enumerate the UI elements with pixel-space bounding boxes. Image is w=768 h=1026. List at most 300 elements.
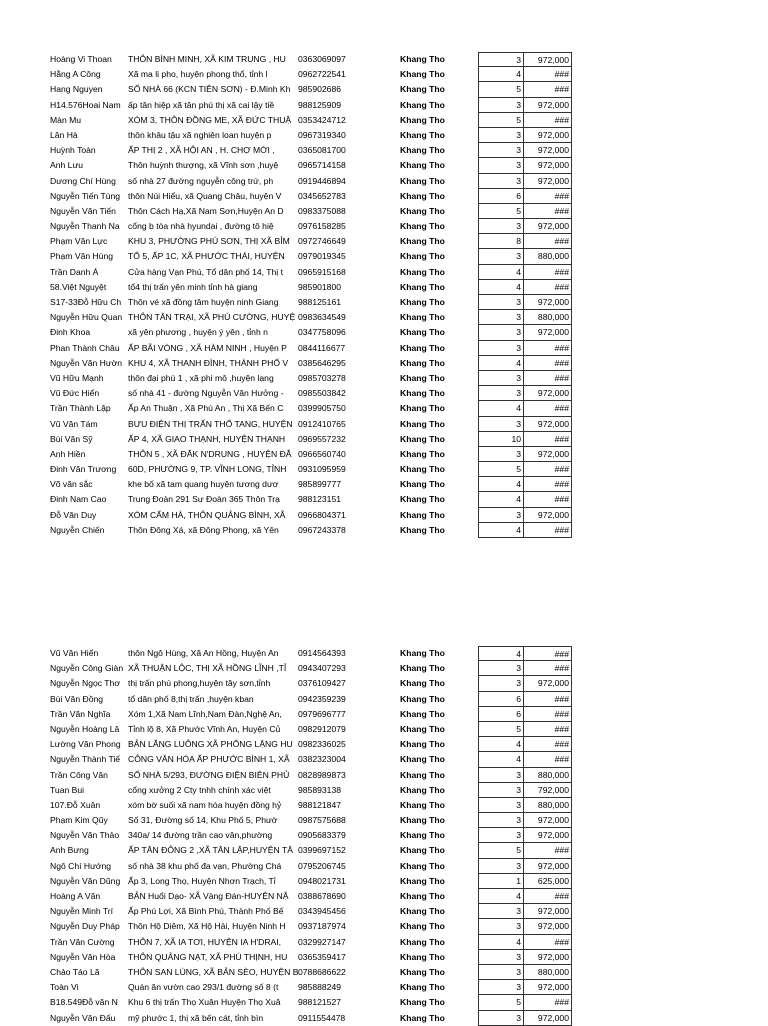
price-cell: ### — [524, 692, 572, 707]
quantity-cell: 5 — [478, 462, 524, 477]
address-text: ẤP THỊ 2 , XÃ HỘI AN , H. CHỢ MỚI , — [128, 145, 275, 156]
phone-text: 0966804371 — [298, 509, 346, 520]
address-phone-cell — [128, 432, 378, 447]
phone-text: 0343945456 — [298, 906, 346, 917]
address-phone-cell — [128, 950, 378, 965]
customer-name-cell: Vũ Văn Tám — [50, 418, 98, 429]
customer-name-cell: Huỳnh Toàn — [50, 145, 96, 156]
address-phone-cell — [128, 174, 378, 189]
product-cell: Khang Tho — [400, 906, 445, 917]
address-text: ẤP 4, XÃ GIAO THẠNH, HUYỆN THẠNH — [128, 433, 286, 444]
table-row — [50, 67, 572, 82]
phone-text: 0985703278 — [298, 372, 346, 383]
product-cell: Khang Tho — [400, 799, 445, 810]
table-row — [50, 783, 572, 798]
product-cell: Khang Tho — [400, 327, 445, 338]
address-text: 60D, PHƯỜNG 9, TP. VĨNH LONG, TỈNH — [128, 464, 287, 475]
price-cell: ### — [524, 661, 572, 676]
product-cell: Khang Tho — [400, 815, 445, 826]
table-row — [50, 417, 572, 432]
product-cell: Khang Tho — [400, 145, 445, 156]
phone-text: 985899777 — [298, 479, 342, 490]
phone-text: 0385646295 — [298, 357, 346, 368]
table-row — [50, 1011, 572, 1026]
address-phone-cell — [128, 219, 378, 234]
customer-name-cell: S17-33Đỗ Hữu Ch — [50, 297, 122, 307]
product-cell: Khang Tho — [400, 891, 445, 901]
address-phone-cell — [128, 341, 378, 356]
phone-text: 0982912079 — [298, 723, 346, 734]
phone-text: 988121847 — [298, 799, 342, 810]
table-row — [50, 508, 572, 523]
customer-name-cell: Hang Nguyen — [50, 84, 103, 95]
phone-text: 0363069097 — [298, 54, 346, 64]
price-cell: ### — [524, 82, 572, 97]
quantity-cell: 3 — [478, 447, 524, 462]
customer-name-cell: Anh Hiền — [50, 448, 86, 459]
address-text: Thôn Hộ Diêm, Xã Hộ Hải, Huyện Ninh H — [128, 921, 286, 932]
product-cell: Khang Tho — [400, 678, 445, 689]
address-text: Số 31, Đường số 14, Khu Phố 5, Phườ — [128, 815, 278, 826]
table-row — [50, 447, 572, 462]
customer-name-cell: Phạm Kim Qũy — [50, 815, 108, 826]
quantity-cell: 5 — [478, 204, 524, 219]
product-cell: Khang Tho — [400, 175, 445, 186]
address-phone-cell — [128, 523, 378, 538]
address-text: XÃ THUẬN LỘC, THỊ XÃ HỒNG LĨNH ,TỈ — [128, 663, 287, 674]
address-phone-cell — [128, 204, 378, 219]
address-text: BẢN Huổi Dạo- XÃ Vàng Đán-HUYỆN NẬ — [128, 891, 289, 901]
phone-text: 0919446894 — [298, 175, 346, 186]
customer-name-cell: B18.549Đỗ văn N — [50, 997, 118, 1008]
address-text: số nhà 41 - đường Nguyễn Văn Hưởng - — [128, 388, 284, 399]
price-cell: 972,000 — [524, 1011, 572, 1026]
address-text: XÓM 3, THÔN ĐỒNG ME, XÃ ĐỨC THUẬ — [128, 114, 292, 125]
price-cell: 972,000 — [524, 813, 572, 828]
customer-name-cell: H14.576Hoai Nam — [50, 99, 121, 110]
price-cell: 792,000 — [524, 783, 572, 798]
price-cell: ### — [524, 995, 572, 1010]
phone-text: 988121527 — [298, 997, 342, 1008]
table-row — [50, 158, 572, 173]
customer-name-cell: Nguyễn Thành Tiế — [50, 754, 121, 765]
quantity-cell: 1 — [478, 874, 524, 889]
address-text: XÓM CẨM HÀ, THÔN QUẢNG BÌNH, XÃ — [128, 509, 286, 520]
quantity-cell: 4 — [478, 401, 524, 416]
customer-name-cell: Lường Văn Phong — [50, 739, 121, 750]
price-cell: ### — [524, 401, 572, 416]
address-phone-cell — [128, 52, 378, 67]
address-text: THÔN 7, XÃ IA TƠI, HUYỆN IA H'DRAI, — [128, 936, 282, 947]
address-text: TỔ 5, ẤP 1C, XÃ PHƯỚC THÁI, HUYỆN — [128, 251, 285, 262]
phone-text: 0399697152 — [298, 845, 346, 856]
table-row — [50, 143, 572, 158]
order-table-section-2 — [50, 646, 572, 1026]
address-text: khe bố xã tam quang huyện tương dươ — [128, 479, 279, 490]
price-cell: 972,000 — [524, 919, 572, 934]
price-cell: ### — [524, 752, 572, 767]
customer-name-cell: Phan Thành Châu — [50, 342, 120, 353]
price-cell: 972,000 — [524, 128, 572, 143]
quantity-cell: 3 — [478, 828, 524, 843]
address-phone-cell — [128, 919, 378, 934]
table-row — [50, 798, 572, 813]
quantity-cell: 3 — [478, 128, 524, 143]
price-cell: ### — [524, 843, 572, 858]
quantity-cell: 4 — [478, 67, 524, 82]
price-cell: ### — [524, 477, 572, 492]
address-text: SỐ NHÀ 66 (KCN TIÊN SƠN) - Đ.Minh Kh — [128, 84, 291, 95]
address-phone-cell — [128, 646, 378, 661]
address-phone-cell — [128, 417, 378, 432]
price-cell: ### — [524, 234, 572, 249]
address-phone-cell — [128, 234, 378, 249]
quantity-cell: 3 — [478, 158, 524, 173]
price-cell: 972,000 — [524, 417, 572, 432]
price-cell: 972,000 — [524, 447, 572, 462]
phone-text: 0828989873 — [298, 769, 346, 780]
price-cell: ### — [524, 204, 572, 219]
quantity-cell: 5 — [478, 843, 524, 858]
table-row — [50, 386, 572, 401]
price-cell: ### — [524, 113, 572, 128]
customer-name-cell: Anh Lưu — [50, 160, 83, 171]
address-phone-cell — [128, 98, 378, 113]
address-text: cổng xưởng 2 Cty tnhh chính xác việt — [128, 784, 271, 795]
table-row — [50, 980, 572, 995]
address-phone-cell — [128, 492, 378, 507]
product-cell: Khang Tho — [400, 418, 445, 429]
table-row — [50, 249, 572, 264]
product-cell: Khang Tho — [400, 997, 445, 1008]
phone-text: 0795206745 — [298, 860, 346, 871]
address-text: BƯU ĐIỆN THỊ TRẤN THỔ TANG, HUYỆN — [128, 418, 293, 429]
quantity-cell: 3 — [478, 859, 524, 874]
quantity-cell: 4 — [478, 752, 524, 767]
address-text: THÔN TÂN TRẠI, XÃ PHÚ CƯỜNG, HUYỆ — [128, 312, 296, 323]
customer-name-cell: Dương Chí Hùng — [50, 175, 116, 186]
customer-name-cell: Nguyễn Tiến Tùng — [50, 190, 121, 201]
customer-name-cell: Phạm Văn Lực — [50, 236, 108, 247]
product-cell: Khang Tho — [400, 251, 445, 262]
product-cell: Khang Tho — [400, 982, 445, 993]
product-cell: Khang Tho — [400, 99, 445, 110]
quantity-cell: 3 — [478, 249, 524, 264]
phone-text: 0365359417 — [298, 951, 346, 962]
product-cell: Khang Tho — [400, 860, 445, 871]
product-cell: Khang Tho — [400, 433, 445, 444]
price-cell: 880,000 — [524, 965, 572, 980]
table-row — [50, 950, 572, 965]
address-text: KHU 3, PHƯỜNG PHÚ SƠN, THỊ XÃ BỈM — [128, 236, 290, 247]
quantity-cell: 3 — [478, 676, 524, 691]
product-cell: Khang Tho — [400, 739, 445, 750]
address-text: Thôn Cách Hạ,Xã Nam Sơn,Huyện An D — [128, 205, 284, 216]
quantity-cell: 5 — [478, 995, 524, 1010]
customer-name-cell: Nguyễn Minh Trí — [50, 906, 114, 917]
phone-text: 0967319340 — [298, 129, 346, 140]
product-cell: Khang Tho — [400, 69, 445, 80]
product-cell: Khang Tho — [400, 84, 445, 95]
phone-text: 0912410765 — [298, 418, 346, 429]
customer-name-cell: Nguyễn Văn Hòa — [50, 951, 116, 962]
table-row — [50, 82, 572, 97]
address-phone-cell — [128, 310, 378, 325]
table-row — [50, 692, 572, 707]
quantity-cell: 6 — [478, 707, 524, 722]
product-cell: Khang Tho — [400, 205, 445, 216]
quantity-cell: 4 — [478, 646, 524, 661]
table-row — [50, 523, 572, 538]
address-text: ẤP TÂN ĐÔNG 2 ,XÃ TÂN LẬP,HUYỆN TÂ — [128, 845, 293, 856]
address-phone-cell — [128, 82, 378, 97]
quantity-cell: 6 — [478, 692, 524, 707]
address-phone-cell — [128, 280, 378, 295]
product-cell: Khang Tho — [400, 524, 445, 535]
price-cell: 972,000 — [524, 325, 572, 340]
address-text: mỹ phước 1, thị xã bến cát, tỉnh bìn — [128, 1012, 264, 1023]
quantity-cell: 4 — [478, 265, 524, 280]
customer-name-cell: Hoàng Vi Thoan — [50, 54, 112, 64]
customer-name-cell: Nguyễn Văn Dũng — [50, 875, 121, 886]
address-text: Trung Đoàn 291 Sư Đoàn 365 Thôn Trạ — [128, 494, 280, 505]
table-row — [50, 265, 572, 280]
address-text: thôn khâu tậu xã nghiên loan huyện p — [128, 129, 272, 140]
table-row — [50, 752, 572, 767]
table-row — [50, 813, 572, 828]
address-text: Thôn vé xã đồng tâm huyện ninh Giang — [128, 297, 279, 307]
price-cell: ### — [524, 523, 572, 538]
phone-text: 985902686 — [298, 84, 342, 95]
product-cell: Khang Tho — [400, 494, 445, 505]
product-cell: Khang Tho — [400, 357, 445, 368]
address-phone-cell — [128, 447, 378, 462]
product-cell: Khang Tho — [400, 936, 445, 947]
customer-name-cell: Nguyễn Hữu Quan — [50, 312, 123, 323]
address-text: Khu 6 thị trấn Thọ Xuân Huyện Thọ Xuâ — [128, 997, 281, 1008]
product-cell: Khang Tho — [400, 281, 445, 292]
address-phone-cell — [128, 828, 378, 843]
phone-text: 0388678690 — [298, 891, 346, 901]
address-phone-cell — [128, 798, 378, 813]
table-row — [50, 113, 572, 128]
table-row — [50, 904, 572, 919]
product-cell: Khang Tho — [400, 648, 445, 658]
table-row — [50, 707, 572, 722]
price-cell: ### — [524, 67, 572, 82]
phone-text: 0967243378 — [298, 524, 346, 535]
quantity-cell: 3 — [478, 371, 524, 386]
quantity-cell: 3 — [478, 950, 524, 965]
quantity-cell: 5 — [478, 722, 524, 737]
address-phone-cell — [128, 1011, 378, 1026]
price-cell: ### — [524, 722, 572, 737]
customer-name-cell: Đinh Văn Trương — [50, 464, 117, 475]
address-text: KHU 4, XÃ THANH ĐÌNH, THÀNH PHỐ V — [128, 357, 289, 368]
table-row — [50, 295, 572, 310]
quantity-cell: 6 — [478, 189, 524, 204]
customer-name-cell: Trần Văn Nghĩa — [50, 708, 111, 719]
table-row — [50, 462, 572, 477]
address-phone-cell — [128, 189, 378, 204]
table-row — [50, 843, 572, 858]
phone-text: 0982336025 — [298, 739, 346, 750]
table-row — [50, 737, 572, 752]
customer-name-cell: Ngô Chí Hướng — [50, 860, 112, 871]
address-text: THÔN 5 , XÃ ĐẮK N'DRUNG , HUYỆN ĐẮ — [128, 448, 292, 459]
phone-text: 0976158285 — [298, 221, 346, 232]
quantity-cell: 3 — [478, 341, 524, 356]
price-cell: 880,000 — [524, 249, 572, 264]
quantity-cell: 3 — [478, 980, 524, 995]
price-cell: 972,000 — [524, 676, 572, 691]
address-phone-cell — [128, 935, 378, 950]
table-row — [50, 935, 572, 950]
phone-text: 0353424712 — [298, 114, 346, 125]
customer-name-cell: Nguyễn Ngọc Thơ — [50, 678, 120, 689]
address-text: Xóm 1,Xã Nam Lĩnh,Nam Đàn,Nghệ An, — [128, 708, 282, 719]
price-cell: 972,000 — [524, 219, 572, 234]
address-text: tổ4 thị trấn yên minh tỉnh hà giang — [128, 281, 258, 292]
address-text: Thôn Đông Xá, xã Đông Phong, xã Yên — [128, 524, 279, 535]
phone-text: 0937187974 — [298, 921, 346, 932]
price-cell: 972,000 — [524, 52, 572, 67]
address-text: ấp tân hiệp xã tân phú thị xã cai lậy tiề — [128, 99, 275, 110]
address-phone-cell — [128, 874, 378, 889]
table-row — [50, 52, 572, 67]
address-phone-cell — [128, 462, 378, 477]
table-row — [50, 234, 572, 249]
customer-name-cell: Nguyễn Hoàng Lâ — [50, 723, 120, 734]
product-cell: Khang Tho — [400, 388, 445, 399]
quantity-cell: 10 — [478, 432, 524, 447]
phone-text: 0399905750 — [298, 403, 346, 414]
phone-text: 0948021731 — [298, 875, 346, 886]
table-row — [50, 722, 572, 737]
price-cell: 972,000 — [524, 859, 572, 874]
quantity-cell: 4 — [478, 889, 524, 904]
customer-name-cell: Lân Hà — [50, 129, 78, 140]
address-phone-cell — [128, 477, 378, 492]
phone-text: 0329927147 — [298, 936, 346, 947]
product-cell: Khang Tho — [400, 509, 445, 520]
quantity-cell: 3 — [478, 919, 524, 934]
price-cell: 880,000 — [524, 798, 572, 813]
price-cell: ### — [524, 341, 572, 356]
customer-name-cell: Vũ Đức Hiển — [50, 388, 100, 399]
table-row — [50, 646, 572, 661]
address-text: SỐ NHÀ 5/293, ĐƯỜNG ĐIỆN BIÊN PHỦ — [128, 769, 290, 780]
product-cell: Khang Tho — [400, 723, 445, 734]
table-row — [50, 341, 572, 356]
price-cell: 972,000 — [524, 174, 572, 189]
customer-name-cell: Trần Công Văn — [50, 769, 108, 780]
address-phone-cell — [128, 707, 378, 722]
phone-text: 0969557232 — [298, 433, 346, 444]
table-row — [50, 661, 572, 676]
quantity-cell: 5 — [478, 82, 524, 97]
table-row — [50, 432, 572, 447]
customer-name-cell: Nguyễn Văn Hườn — [50, 357, 123, 368]
quantity-cell: 3 — [478, 965, 524, 980]
address-phone-cell — [128, 661, 378, 676]
quantity-cell: 3 — [478, 768, 524, 783]
phone-text: 0345652783 — [298, 190, 346, 201]
price-cell: 880,000 — [524, 768, 572, 783]
customer-name-cell: Nguyễn Chiến — [50, 524, 105, 535]
address-phone-cell — [128, 508, 378, 523]
phone-text: 985901800 — [298, 281, 342, 292]
address-text: Xã ma li pho, huyện phong thổ, tỉnh l — [128, 69, 268, 80]
customer-name-cell: 58.Việt Nguyệt — [50, 281, 107, 292]
phone-text: 0376109427 — [298, 678, 346, 689]
phone-text: 0983375088 — [298, 205, 346, 216]
phone-text: 0983634549 — [298, 312, 346, 323]
price-cell: ### — [524, 737, 572, 752]
phone-text: 0979696777 — [298, 708, 346, 719]
table-row — [50, 995, 572, 1010]
address-text: CÔNG VĂN HÓA ẤP PHƯỚC BÌNH 1, XÃ — [128, 754, 290, 765]
customer-name-cell: Anh Bưng — [50, 845, 89, 856]
address-text: số nhà 27 đường nguyễn công trứ, ph — [128, 175, 274, 186]
product-cell: Khang Tho — [400, 372, 445, 383]
address-phone-cell — [128, 752, 378, 767]
product-cell: Khang Tho — [400, 129, 445, 140]
address-phone-cell — [128, 295, 378, 310]
product-cell: Khang Tho — [400, 403, 445, 414]
customer-name-cell: Đinh Khoa — [50, 327, 91, 338]
address-phone-cell — [128, 692, 378, 707]
phone-text: 0966560740 — [298, 448, 346, 459]
phone-text: 0382323004 — [298, 754, 346, 765]
quantity-cell: 3 — [478, 783, 524, 798]
quantity-cell: 3 — [478, 904, 524, 919]
phone-text: 0905683379 — [298, 830, 346, 841]
customer-name-cell: Toàn Vi — [50, 982, 79, 993]
table-row — [50, 128, 572, 143]
price-cell: ### — [524, 889, 572, 904]
address-phone-cell — [128, 67, 378, 82]
address-phone-cell — [128, 386, 378, 401]
price-cell: 972,000 — [524, 295, 572, 310]
price-cell: 972,000 — [524, 143, 572, 158]
address-text: thôn Núi Hiểu, xã Quang Châu, huyện V — [128, 190, 282, 201]
price-cell: ### — [524, 935, 572, 950]
product-cell: Khang Tho — [400, 266, 445, 277]
quantity-cell: 4 — [478, 737, 524, 752]
price-cell: 972,000 — [524, 950, 572, 965]
quantity-cell: 3 — [478, 219, 524, 234]
address-phone-cell — [128, 676, 378, 691]
customer-name-cell: Trần Danh Á — [50, 266, 99, 277]
customer-name-cell: Phạm Văn Hùng — [50, 251, 114, 262]
phone-text: 985888249 — [298, 982, 342, 993]
table-row — [50, 204, 572, 219]
address-phone-cell — [128, 783, 378, 798]
customer-name-cell: 107.Đỗ Xuân — [50, 799, 101, 810]
quantity-cell: 3 — [478, 52, 524, 67]
product-cell: Khang Tho — [400, 114, 445, 125]
address-phone-cell — [128, 356, 378, 371]
phone-text: 0365081700 — [298, 145, 346, 156]
price-cell: ### — [524, 462, 572, 477]
phone-text: 0979019345 — [298, 251, 346, 262]
price-cell: ### — [524, 707, 572, 722]
product-cell: Khang Tho — [400, 693, 445, 704]
quantity-cell: 3 — [478, 813, 524, 828]
quantity-cell: 3 — [478, 417, 524, 432]
address-phone-cell — [128, 995, 378, 1010]
